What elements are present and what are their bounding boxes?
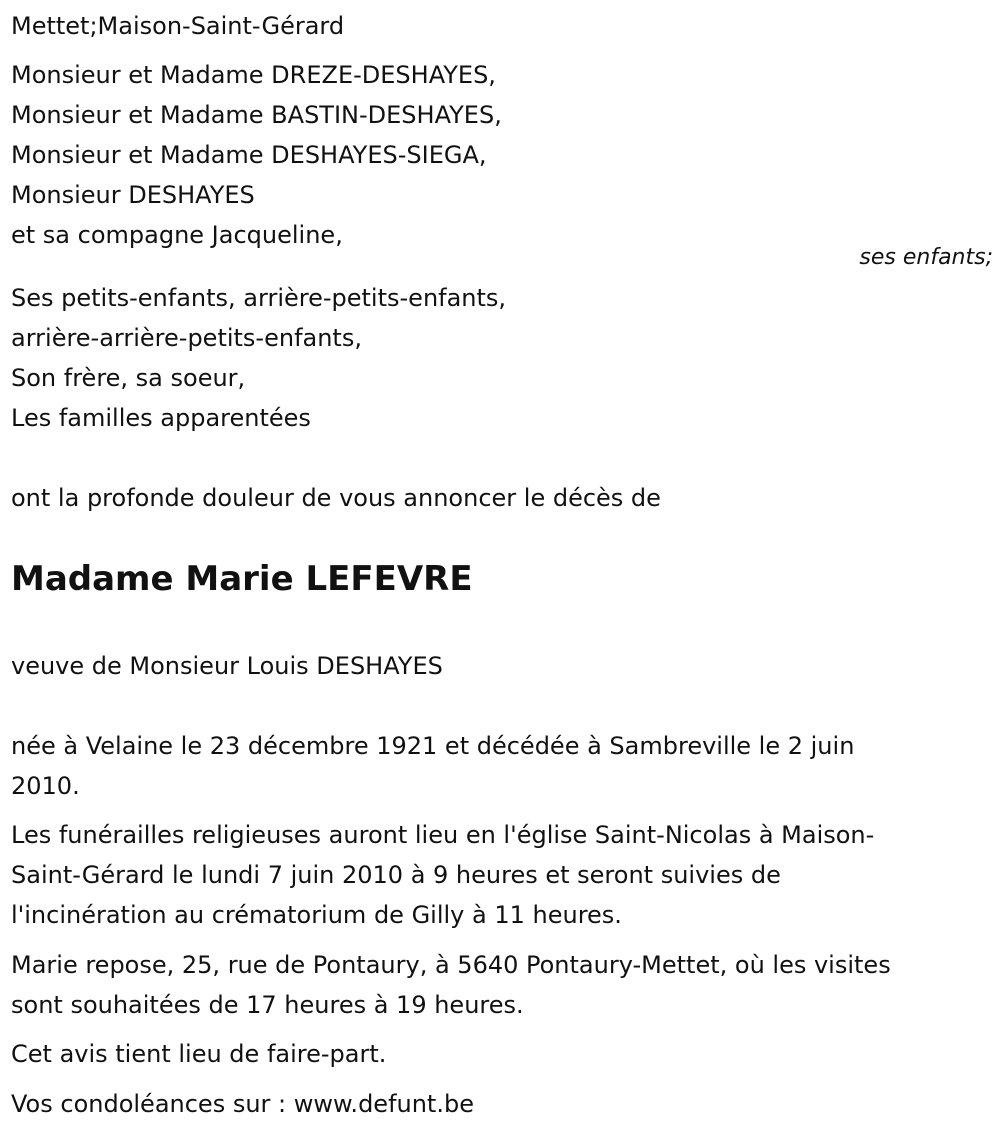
family-line: arrière-arrière-petits-enfants, xyxy=(11,324,362,352)
family-line: Les familles apparentées xyxy=(11,404,311,432)
paragraph-line: sont souhaitées de 17 heures à 19 heures. xyxy=(11,991,524,1019)
paragraph-line: l'incinération au crématorium de Gilly à 11 heures. xyxy=(11,901,622,929)
family-list xyxy=(11,278,506,438)
location-heading: Mettet;Maison-Saint-Gérard xyxy=(11,12,345,40)
paragraph-line: 2010. xyxy=(11,772,80,800)
deceased-name: Madame Marie LEFEVRE xyxy=(11,559,473,599)
paragraph-line: Marie repose, 25, rue de Pontaury, à 5640 Pontaury-Mettet, où les visites xyxy=(11,951,891,979)
paragraph-line: Saint-Gérard le lundi 7 juin 2010 à 9 heures et seront suivies de xyxy=(11,861,781,889)
funeral-paragraph xyxy=(11,815,874,935)
widow-of-text: veuve de Monsieur Louis DESHAYES xyxy=(11,652,443,680)
announcement-text: ont la profonde douleur de vous annoncer le décès de xyxy=(11,484,661,512)
child-line: Monsieur et Madame DESHAYES-SIEGA, xyxy=(11,141,487,169)
child-line: et sa compagne Jacqueline, xyxy=(11,221,343,249)
paragraph-line: née à Velaine le 23 décembre 1921 et décédée à Sambreville le 2 juin xyxy=(11,732,855,760)
notice-text: Cet avis tient lieu de faire-part. xyxy=(11,1040,387,1068)
child-line: Monsieur DESHAYES xyxy=(11,181,255,209)
child-line: Monsieur et Madame DREZE-DESHAYES, xyxy=(11,61,496,89)
birth-death-paragraph xyxy=(11,726,854,806)
condolences-text: Vos condoléances sur : www.defunt.be xyxy=(11,1090,474,1118)
child-line: Monsieur et Madame BASTIN-DESHAYES, xyxy=(11,101,502,129)
family-line: Ses petits-enfants, arrière-petits-enfants, xyxy=(11,284,507,312)
visits-paragraph xyxy=(11,945,891,1025)
children-list xyxy=(11,55,502,255)
paragraph-line: Les funérailles religieuses auront lieu en l'église Saint-Nicolas à Maison- xyxy=(11,821,875,849)
family-line: Son frère, sa soeur, xyxy=(11,364,246,392)
children-role-label: ses enfants; xyxy=(859,245,993,270)
